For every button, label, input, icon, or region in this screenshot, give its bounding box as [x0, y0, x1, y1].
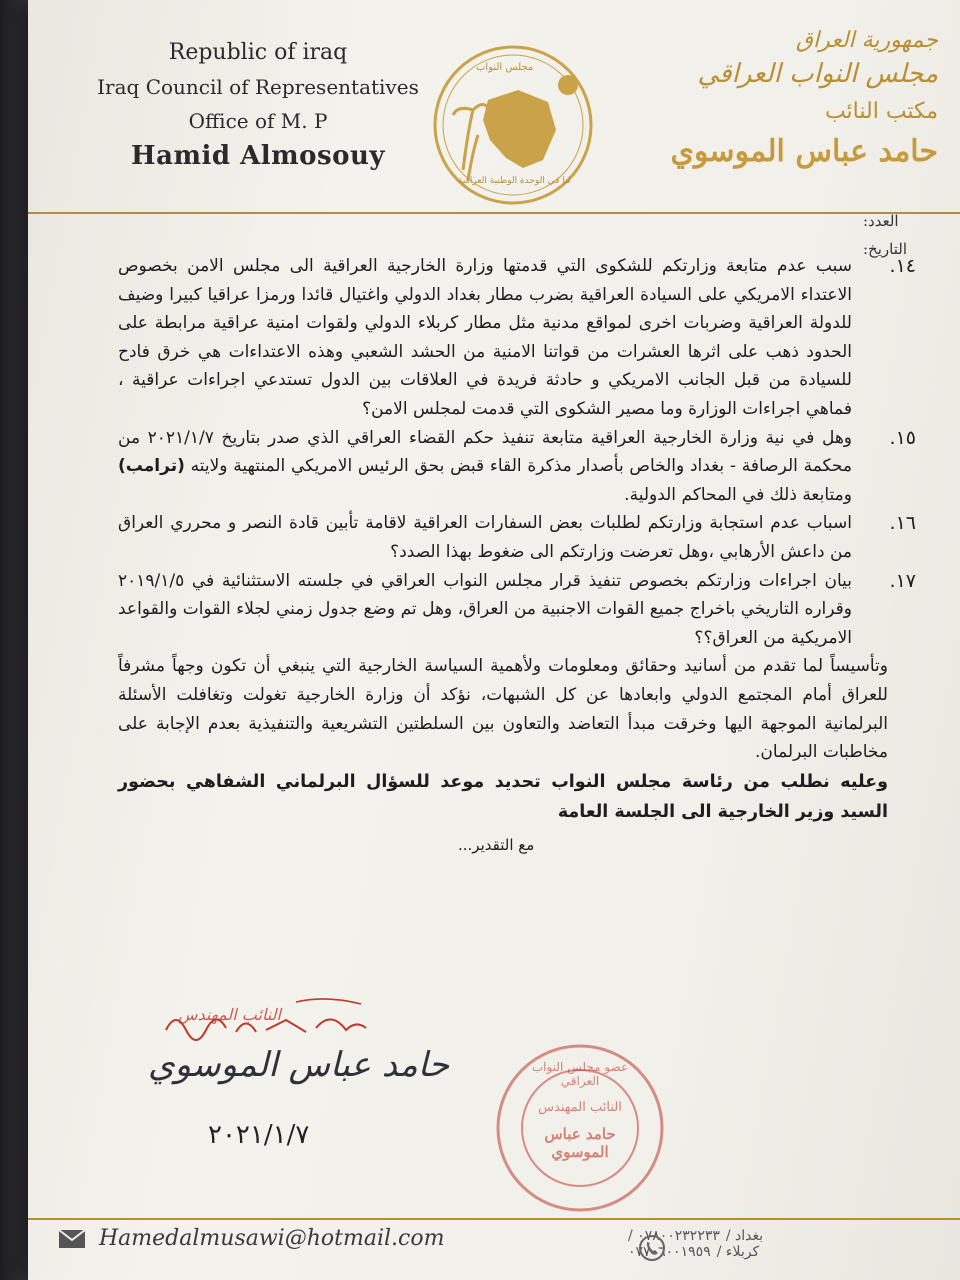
item-text: وهل في نية وزارة الخارجية العراقية متابعة تنفيذ حكم القضاء العراقي الذي صدر بتاريخ ٢٠٢١/١/٧ من محكمة الرصافة - بغداد والخاص بأصدار مذكرة القاء قبض بحق الرئيس الامريكي المنتهية ولايته: [118, 427, 853, 477]
mp-name-ar: حامد عباس الموسوي: [670, 134, 938, 169]
phone-number: ٠٧٨٠٠٢٣٢٢٣٣ /: [628, 1228, 720, 1244]
council-en: Iraq Council of Representatives: [97, 75, 419, 99]
office-en: Office of M. P: [188, 109, 328, 133]
signature-name: حامد عباس الموسوي: [148, 1045, 450, 1085]
question-item: [118, 424, 916, 510]
seal-outer-text: عضو مجلس النواب العراقي: [531, 1060, 629, 1088]
envelope-icon: [58, 1229, 86, 1249]
phone-row-baghdad: [628, 1228, 948, 1244]
signature-date: ٢٠٢١/١/٧: [208, 1120, 310, 1150]
item-text: بيان اجراءات وزارتكم بخصوص تنفيذ قرار مجلس النواب العراقي في جلسته الاستثنائية في ٢٠١٩/١/٥ وقراره التاريخي باخراج جميع القوات الاجنبية من العراق، وهل تم وضع جدول زمني لجلاء القوات والقواعد الامريكية من العراق؟؟: [118, 570, 852, 648]
emblem-top-text: مجلس النواب: [476, 62, 534, 73]
request-paragraph: وعليه نطلب من رئاسة مجلس النواب تحديد موعد للسؤال البرلماني الشفاهي بحضور السيد وزير الخارجية الى الجلسة العامة: [118, 771, 888, 822]
phone-city: كربلاء /: [716, 1244, 760, 1260]
arabic-letterhead: [648, 28, 938, 169]
country-ar: جمهورية العراق: [795, 28, 938, 53]
email-address: Hamedalmusawi@hotmail.com: [99, 1226, 445, 1251]
phone-city: بغداد /: [725, 1228, 764, 1244]
header-divider: [28, 212, 960, 214]
council-ar: مجلس النواب العراقي: [697, 59, 938, 89]
seal-name-text: حامد عباس الموسوي: [544, 1125, 616, 1161]
mp-name-en: Hamid Almosouy: [131, 141, 385, 171]
item-number: ١٧.: [889, 569, 916, 592]
english-letterhead: [88, 40, 428, 171]
phone-icon: [638, 1234, 666, 1262]
country-en: Republic of iraq: [168, 40, 348, 65]
footer-email: [58, 1226, 444, 1251]
question-item: [118, 509, 916, 566]
conclusion-paragraph: وتأسيساً لما تقدم من أسانيد وحقائق ومعلومات ولأهمية السياسة الخارجية التي ينبغي أن تكون وجهاً مشرفاً للعراق أمام المجتمع الدولي وابعادها عن كل الشبهات، نؤكد أن وزارة الخارجية تغولت وتغافلت الأسئلة البرلمانية الموجهة اليها وخرقت مبدأ التعاضد والتعاون بين السلطتين التشريعية والتنفيذية بعدم الإجابة على مخاطبات البرلمان.: [118, 656, 888, 763]
office-ar: مكتب النائب: [824, 99, 938, 124]
item-number: ١٦.: [889, 512, 916, 535]
closing-line: مع التقدير...: [458, 835, 535, 854]
item-bold-text: (ترامب): [118, 456, 185, 477]
date-label: التاريخ:: [863, 240, 907, 258]
emblem-bottom-text: لنا في الوحدة الوطنية العراقية: [458, 176, 571, 186]
item-tail-text: ومتابعة ذلك في المحاكم الدولية.: [624, 484, 852, 505]
item-number: ١٥.: [889, 426, 916, 449]
item-text: سبب عدم متابعة وزارتكم للشكوى التي قدمتها وزارة الخارجية العراقية الى مجلس الامن بخصوص الاعتداء الامريكي على السيادة العراقية بضرب مطار بغداد الدولي واغتيال قائدا ورمزا عراقيا كبيرا وضيف للدولة العراقية وضربات اخرى لمواقع مدنية مثل مطار كربلاء الدولي ولقوات امنية عراقية مرابطة على الحدود ذهب على اثرها العشرات من قواتنا الامنية من الحشد الشعبي وهذه الاعتداءات هي خرق فادح للسيادة من قبل الجانب الامريكي و حادثة فريدة في العلاقات بين الدول تستدعي اجراءات عراقية ، فماهي اجراءات الوزارة وما مصير الشكوى التي قدمت لمجلس الامن؟: [118, 256, 852, 419]
red-note-text: النائب المهندس: [178, 1005, 281, 1024]
letter-body: [118, 252, 916, 859]
phone-number: ٠٧٧٠٦٠٠١٩٥٩: [628, 1244, 711, 1260]
letter-sheet: [28, 0, 960, 1280]
phone-row-karbala: [628, 1244, 948, 1260]
question-item: [118, 252, 916, 424]
question-item: [118, 567, 916, 653]
item-text: اسباب عدم استجابة وزارتكم لطلبات بعض السفارات العراقية لاقامة تأبين قادة النصر و محرري العراق من داعش الأرهابي ،وهل تعرضت وزارتكم الى ضغوط بهذا الصدد؟: [118, 513, 852, 562]
item-number: ١٤.: [889, 255, 916, 277]
seal-title-text: النائب المهندس: [538, 1100, 622, 1115]
footer-phones: [628, 1228, 948, 1260]
number-label: العدد:: [863, 212, 899, 230]
footer-divider: [28, 1218, 960, 1220]
